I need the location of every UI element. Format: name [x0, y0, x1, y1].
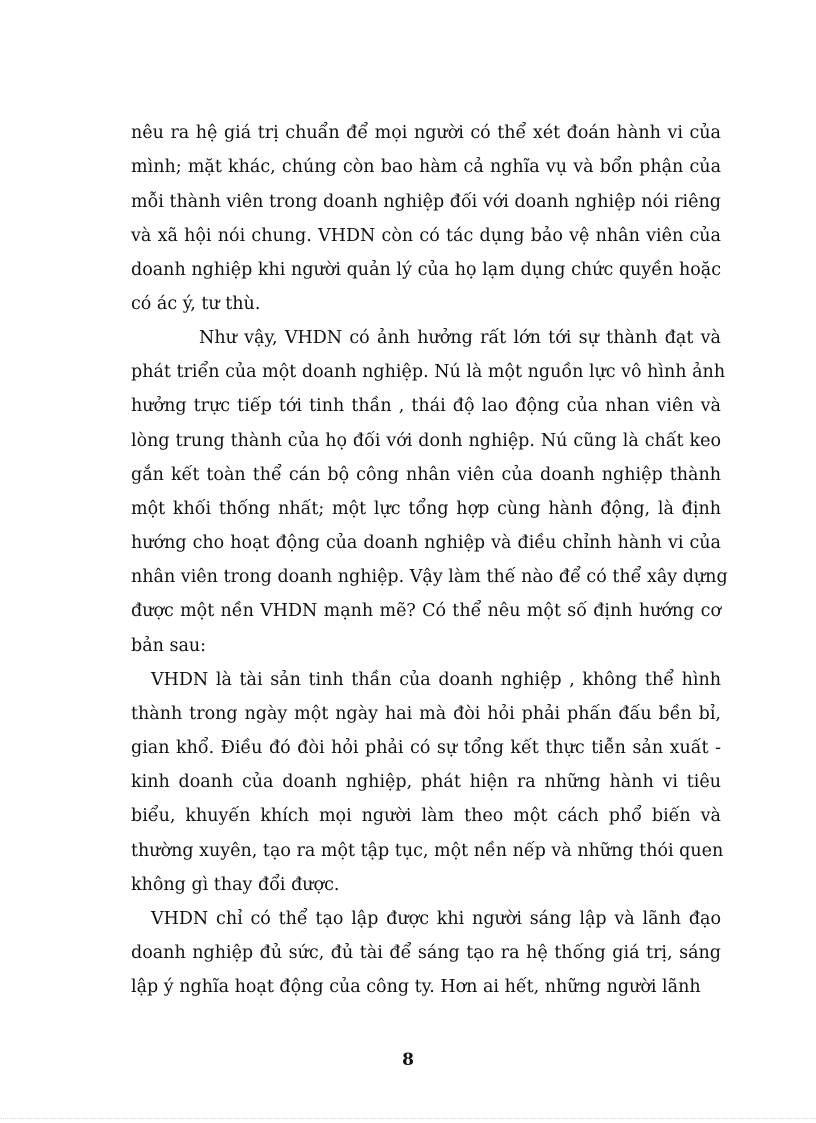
text-line: gắn kết toàn thể cán bộ công nhân viên của doanh nghiệp thành: [131, 465, 721, 485]
text-line: gian khổ. Điều đó đòi hỏi phải có sự tổng kết thực tiễn sản xuất -: [131, 738, 721, 758]
text-line: và xã hội nói chung. VHDN còn có tác dụng bảo vệ nhân viên của: [131, 226, 721, 246]
text-line: kinh doanh của doanh nghiệp, phát hiện ra những hành vi tiêu: [131, 772, 721, 792]
text-line: VHDN là tài sản tinh thần của doanh nghiệp , không thể hình: [151, 670, 721, 690]
text-line: hưởng trực tiếp tới tinh thần , thái độ lao động của nhan viên và: [131, 396, 721, 416]
text-line: Như vậy, VHDN có ảnh hưởng rất lớn tới sự thành đạt và: [199, 328, 721, 348]
text-line: mình; mặt khác, chúng còn bao hàm cả nghĩa vụ và bổn phận của: [131, 157, 721, 177]
text-line: phát triển của một doanh nghiệp. Nú là một nguồn lực vô hình ảnh: [131, 362, 726, 382]
text-line: được một nền VHDN mạnh mẽ? Có thể nêu một số định hướng cơ: [131, 601, 721, 621]
text-line: có ác ý, tư thù.: [131, 294, 261, 314]
page-bottom-divider: [0, 1118, 816, 1119]
text-line: lòng trung thành của họ đối với donh nghiệp. Nú cũng là chất keo: [131, 431, 721, 451]
text-line: thường xuyên, tạo ra một tập tục, một nền nếp và những thói quen: [131, 841, 724, 861]
text-line: biểu, khuyến khích mọi người làm theo một cách phổ biến và: [131, 806, 721, 826]
text-line: nêu ra hệ giá trị chuẩn để mọi người có thể xét đoán hành vi của: [131, 123, 721, 143]
text-line: bản sau:: [131, 636, 207, 656]
page-number: 8: [402, 1050, 414, 1070]
text-line: thành trong ngày một ngày hai mà đòi hỏi phải phấn đấu bền bỉ,: [131, 704, 721, 724]
text-line: một khối thống nhất; một lực tổng hợp cùng hành động, là định: [131, 499, 721, 519]
text-line: doanh nghiệp khi người quản lý của họ lạm dụng chức quyền hoặc: [131, 260, 721, 280]
text-line: mỗi thành viên trong doanh nghiệp đối với doanh nghiệp nói riêng: [131, 192, 721, 212]
text-line: lập ý nghĩa hoạt động của công ty. Hơn ai hết, những người lãnh: [131, 977, 701, 997]
text-line: nhân viên trong doanh nghiệp. Vậy làm thế nào để có thể xây dựng: [131, 567, 728, 587]
text-line: không gì thay đổi được.: [131, 875, 340, 895]
text-line: hướng cho hoạt động của doanh nghiệp và điều chỉnh hành vi của: [131, 533, 721, 553]
text-line: VHDN chỉ có thể tạo lập được khi người sáng lập và lãnh đạo: [151, 909, 721, 929]
text-line: doanh nghiệp đủ sức, đủ tài để sáng tạo ra hệ thống giá trị, sáng: [131, 943, 721, 963]
